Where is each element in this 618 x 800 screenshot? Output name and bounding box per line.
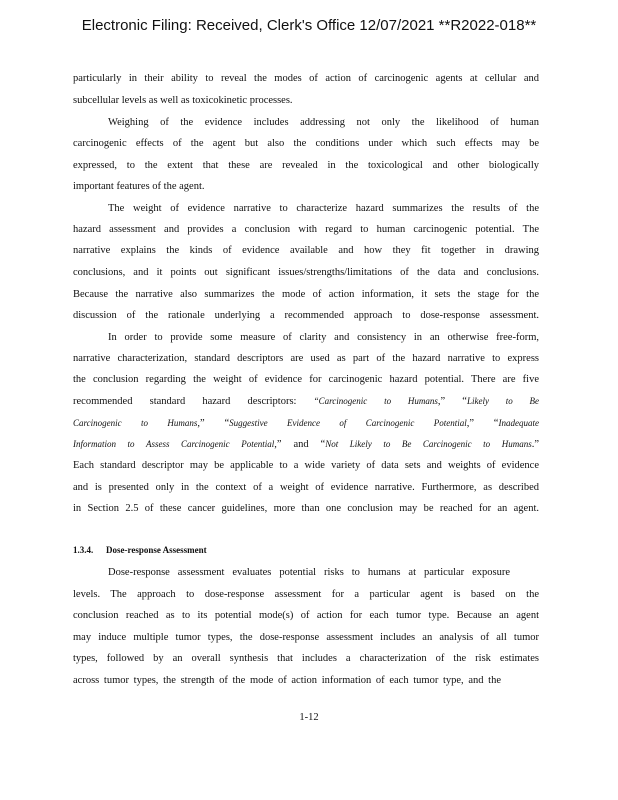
descriptor-likely: Likely to Be xyxy=(466,396,540,406)
descriptor-not-likely: Not Likely to Be Carcinogenic to Humans xyxy=(325,439,532,449)
body-line: narrative characterization, standard descriptors are used as part of the hazard narrative to express xyxy=(73,353,539,364)
body-line: The weight of evidence narrative to characterize hazard summarizes the results of the xyxy=(108,203,539,214)
body-line: subcellular levels as well as toxicokinetic processes. xyxy=(73,95,293,106)
body-line: types, followed by an overall synthesis that includes a characterization of the risk estimates xyxy=(73,653,539,664)
body-line: conclusion reached as to its potential mode(s) of action for each tumor type. Because an agent xyxy=(73,610,539,621)
descriptor-inadequate: Inadequate xyxy=(498,418,539,428)
descriptor-line xyxy=(73,438,539,451)
descriptor-separator: ,” “ xyxy=(437,396,467,407)
descriptor-separator: ,” “ xyxy=(466,418,499,429)
body-line: Because the narrative also summarizes the mode of action information, it sets the stage for the xyxy=(73,289,539,300)
descriptor-inadequate-cont: Information to Assess Carcinogenic Potential xyxy=(73,439,275,449)
body-line: the conclusion regarding the weight of evidence for carcinogenic hazard potential. There are five xyxy=(73,374,539,385)
filing-header: Electronic Filing: Received, Clerk's Office 12/07/2021 **R2022-018** xyxy=(81,17,537,34)
body-line: may induce multiple tumor types, the dose-response assessment includes an analysis of all tumor xyxy=(73,632,539,643)
descriptor-likely-cont: Carcinogenic to Humans xyxy=(73,418,198,428)
descriptor-end: .” xyxy=(531,439,540,450)
body-line: Each standard descriptor may be applicable to a wide variety of data sets and weights of evidence xyxy=(73,460,539,471)
page-number: 1-12 xyxy=(299,712,319,723)
descriptor-separator: ,” “ xyxy=(197,418,230,429)
body-line: Weighing of the evidence includes addressing not only the likelihood of human xyxy=(108,117,539,128)
descriptor-suggestive: Suggestive Evidence of Carcinogenic Potential xyxy=(229,418,467,428)
body-line: particularly in their ability to reveal the modes of action of carcinogenic agents at cellular and xyxy=(73,73,539,84)
body-line: levels. The approach to dose-response assessment for a particular agent is based on the xyxy=(73,589,539,600)
descriptor-line xyxy=(73,417,539,430)
body-line: narrative explains the kinds of evidence available and how they fit together in drawing xyxy=(73,245,539,256)
body-line: and is presented only in the context of a weight of evidence narrative. Furthermore, as described xyxy=(73,482,539,493)
body-line: across tumor types, the strength of the mode of action information of each tumor type, and the xyxy=(73,675,501,686)
section-heading xyxy=(73,545,207,555)
descriptor-line xyxy=(73,395,539,408)
body-line: discussion of the rationale underlying a recommended approach to dose-response assessment. xyxy=(73,310,539,321)
body-line: carcinogenic effects of the agent but also the conditions under which such effects may be xyxy=(73,138,539,149)
descriptor-carcinogenic: “Carcinogenic to Humans xyxy=(313,396,438,406)
section-title: Dose-response Assessment xyxy=(106,545,207,555)
section-number: 1.3.4. xyxy=(73,545,94,555)
descriptor-separator: ,” and “ xyxy=(274,439,326,450)
body-line: conclusions, and it points out significant issues/strengths/limitations of the data and conclusions. xyxy=(73,267,539,278)
body-line: Dose-response assessment evaluates potential risks to humans at particular exposure xyxy=(108,567,510,578)
body-line: In order to provide some measure of clarity and consistency in an otherwise free-form, xyxy=(108,332,539,343)
body-line: in Section 2.5 of these cancer guidelines, more than one conclusion may be reached for an agent. xyxy=(73,503,539,514)
descriptor-text: recommended standard hazard descriptors: xyxy=(73,396,297,407)
body-line: important features of the agent. xyxy=(73,181,205,192)
body-line: hazard assessment and provides a conclusion with regard to human carcinogenic potential. The xyxy=(73,224,539,235)
body-line: expressed, to the extent that these are revealed in the toxicological and other biologically xyxy=(73,160,539,171)
